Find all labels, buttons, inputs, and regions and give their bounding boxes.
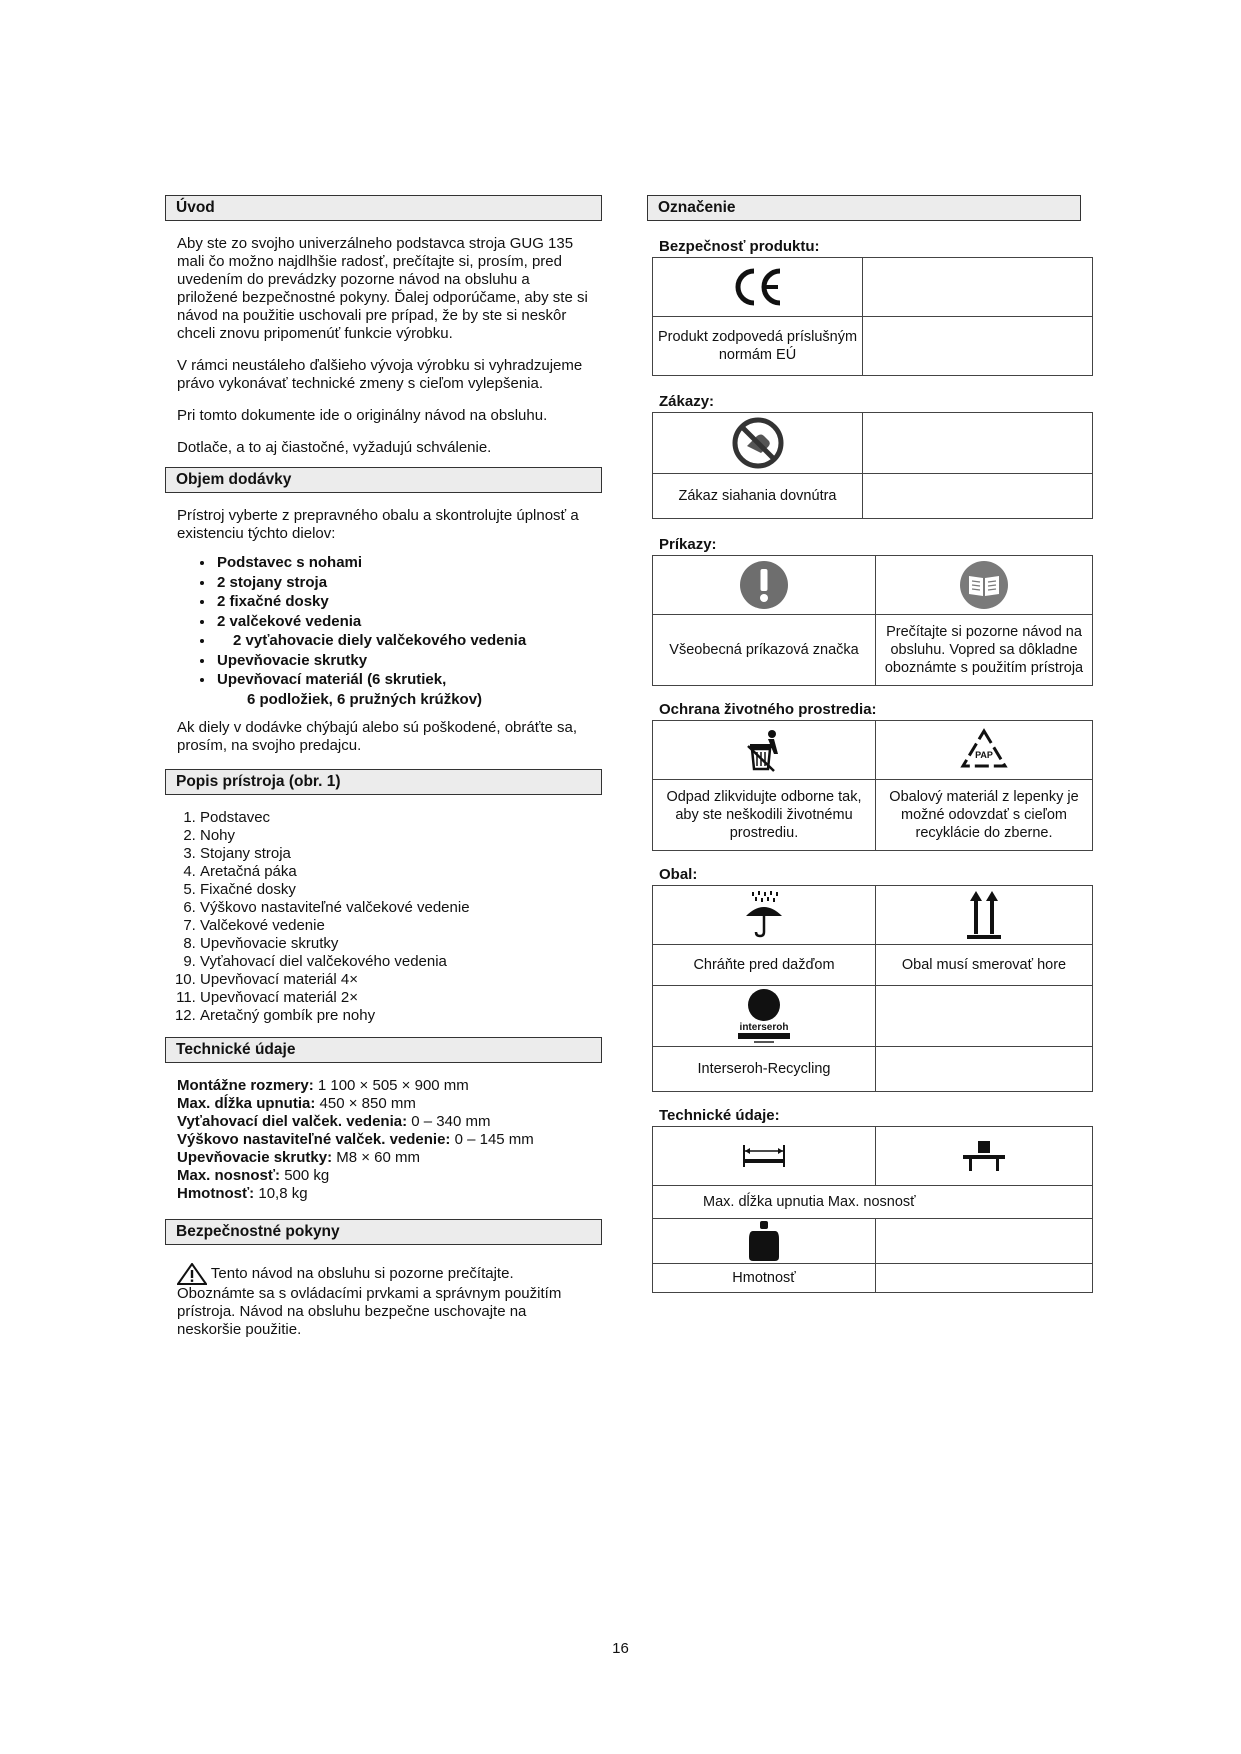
section-title-bezpecnost: Bezpečnostné pokyny	[165, 1219, 602, 1245]
tech-row: Vyťahovací diel valček. vedenia: 0 – 340 mm	[177, 1112, 491, 1130]
list-item: 1. Podstavec	[200, 809, 602, 827]
left-column	[165, 195, 602, 1339]
symbol-table-safety	[652, 257, 1093, 376]
tech-row: Upevňovacie skrutky: M8 × 60 mm	[177, 1148, 421, 1166]
list-item: 10. Upevňovací materiál 4×	[200, 971, 602, 989]
tech-row: Max. nosnosť: 500 kg	[177, 1166, 330, 1184]
safety-text-2: Oboznámte sa s ovládacími prvkami a správnym použitím prístroja. Návod na obsluhu bezpečne uschovajte na neskoršie použitie.	[177, 1284, 562, 1338]
exclamation-icon	[653, 556, 876, 615]
list-item: 6. Výškovo nastaviteľné valčekové vedenie	[200, 899, 602, 917]
list-item: 2. Nohy	[200, 827, 602, 845]
interseroh-text: Interseroh-Recycling	[653, 1047, 876, 1092]
symbol-table-packaging	[652, 885, 1093, 1092]
tech-row: Výškovo nastaviteľné valček. vedenie: 0 – 145 mm	[177, 1130, 534, 1148]
list-item: 11. Upevňovací materiál 2×	[200, 989, 602, 1007]
packaging-recycling-text: Obalový materiál z lepenky je možné odovzdať s cieľom recyklácie do zberne.	[876, 780, 1093, 851]
warning-icon	[177, 1264, 211, 1281]
list-item: 8. Upevňovacie skrutky	[200, 935, 602, 953]
clamping-length-icon	[653, 1127, 876, 1186]
uvod-paragraph-4: Dotlače, a to aj čiastočné, vyžadujú schválenie.	[177, 439, 492, 456]
weight-text: Hmotnosť	[653, 1264, 876, 1293]
delivery-list	[165, 553, 602, 690]
symbol-table-tech	[652, 1126, 1093, 1293]
right-column	[647, 195, 1095, 1293]
page-number: 16	[612, 1640, 629, 1657]
section-title-tech: Technické údaje	[165, 1037, 602, 1063]
objem-intro: Prístroj vyberte z prepravného obalu a skontrolujte úplnosť a existenciu týchto dielov:	[177, 507, 579, 542]
subheading-bezpecnost: Bezpečnosť produktu:	[659, 238, 820, 255]
umbrella-rain-icon	[653, 886, 876, 945]
objem-outro: Ak diely v dodávke chýbajú alebo sú poškodené, obráťte sa, prosím, na svojho predajcu.	[177, 718, 578, 754]
no-reach-in-text: Zákaz siahania dovnútra	[653, 474, 863, 519]
symbol-table-prohibitions	[652, 412, 1093, 519]
subheading-ochrana: Ochrana životného prostredia:	[659, 701, 877, 718]
waste-text: Odpad zlikvidujte odborne tak, aby ste neškodili životnému prostrediu.	[653, 780, 876, 851]
list-item: • 2 vyťahovacie diely valčekového vedenia	[215, 631, 602, 651]
subheading-obal: Obal:	[659, 866, 698, 883]
this-side-up-text: Obal musí smerovať hore	[876, 945, 1093, 986]
section-title-oznacenie: Označenie	[647, 195, 1081, 221]
list-item: • 2 fixačné dosky	[215, 592, 602, 612]
list-item-continuation: 6 podložiek, 6 pružných krúžkov)	[247, 690, 483, 708]
section-title-uvod: Úvod	[165, 195, 602, 221]
list-item: 3. Stojany stroja	[200, 845, 602, 863]
uvod-paragraph-2: V rámci neustáleho ďalšieho vývoja výrobku si vyhradzujeme právo vykonávať technické zmeny s cieľom vylepšenia.	[177, 357, 583, 392]
read-manual-icon	[876, 556, 1093, 615]
tech-row: Max. dĺžka upnutia: 450 × 850 mm	[177, 1094, 416, 1112]
read-manual-text: Prečítajte si pozorne návod na obsluhu. Vopred sa dôkladne oboznámte s použitím prístroja	[876, 615, 1093, 686]
symbol-table-environment	[652, 720, 1093, 851]
section-title-objem: Objem dodávky	[165, 467, 602, 493]
uvod-paragraph-3: Pri tomto dokumente ide o originálny návod na obsluhu.	[177, 407, 548, 424]
mandatory-sign-text: Všeobecná príkazová značka	[653, 615, 876, 686]
list-item: 4. Aretačná páka	[200, 863, 602, 881]
clamping-load-text: Max. dĺžka upnutia Max. nosnosť	[653, 1186, 1093, 1219]
weight-icon	[653, 1219, 876, 1264]
ce-mark-icon	[653, 258, 863, 317]
subheading-zakazy: Zákazy:	[659, 393, 715, 410]
safety-text-1: Tento návod na obsluhu si pozorne prečítajte.	[210, 1264, 514, 1282]
list-item: 9. Vyťahovací diel valčekového vedenia	[200, 953, 602, 971]
list-item: • Upevňovací materiál (6 skrutiek,	[215, 670, 602, 690]
subheading-prikazy: Príkazy:	[659, 536, 717, 553]
subheading-tech: Technické údaje:	[659, 1107, 780, 1124]
list-item: 7. Valčekové vedenie	[200, 917, 602, 935]
list-item: • Podstavec s nohami	[215, 553, 602, 573]
tech-row: Montážne rozmery: 1 100 × 505 × 900 mm	[177, 1076, 469, 1094]
interseroh-logo-icon	[653, 986, 876, 1047]
tech-row: Hmotnosť: 10,8 kg	[177, 1184, 308, 1202]
tech-specs	[177, 1077, 590, 1203]
list-item: • Upevňovacie skrutky	[215, 651, 602, 671]
no-reach-in-icon	[653, 413, 863, 474]
svg-text:PAP: PAP	[975, 750, 993, 760]
list-item: 12. Aretačný gombík pre nohy	[200, 1007, 602, 1025]
ce-text: Produkt zodpovedá príslušným normám EÚ	[653, 317, 863, 376]
device-parts-list	[165, 809, 602, 1025]
protect-from-rain-text: Chráňte pred dažďom	[653, 945, 876, 986]
list-item: 5. Fixačné dosky	[200, 881, 602, 899]
section-title-popis: Popis prístroja (obr. 1)	[165, 769, 602, 795]
svg-text:interseroh: interseroh	[739, 1022, 789, 1033]
uvod-paragraph-1: Aby ste zo svojho univerzálneho podstavca stroja GUG 135 mali čo možno najdlhšie radosť, prečítajte si, prosím, pred uvedením do prevádzky pozorne návod na obsluhu a priložené bezpečnostné pokyny. Ďalej odporúčame, aby ste si návod na použitie uschovali pre prípad, že by ste si neskôr chceli znovu pripomenúť funkcie výrobku.	[177, 235, 588, 342]
recycling-pap-icon	[876, 721, 1093, 780]
list-item: • 2 valčekové vedenia	[215, 612, 602, 632]
max-load-icon	[876, 1127, 1093, 1186]
waste-bin-icon	[653, 721, 876, 780]
list-item: • 2 stojany stroja	[215, 573, 602, 593]
symbol-table-mandatory	[652, 555, 1093, 686]
safety-text	[177, 1263, 590, 1339]
this-side-up-icon	[876, 886, 1093, 945]
